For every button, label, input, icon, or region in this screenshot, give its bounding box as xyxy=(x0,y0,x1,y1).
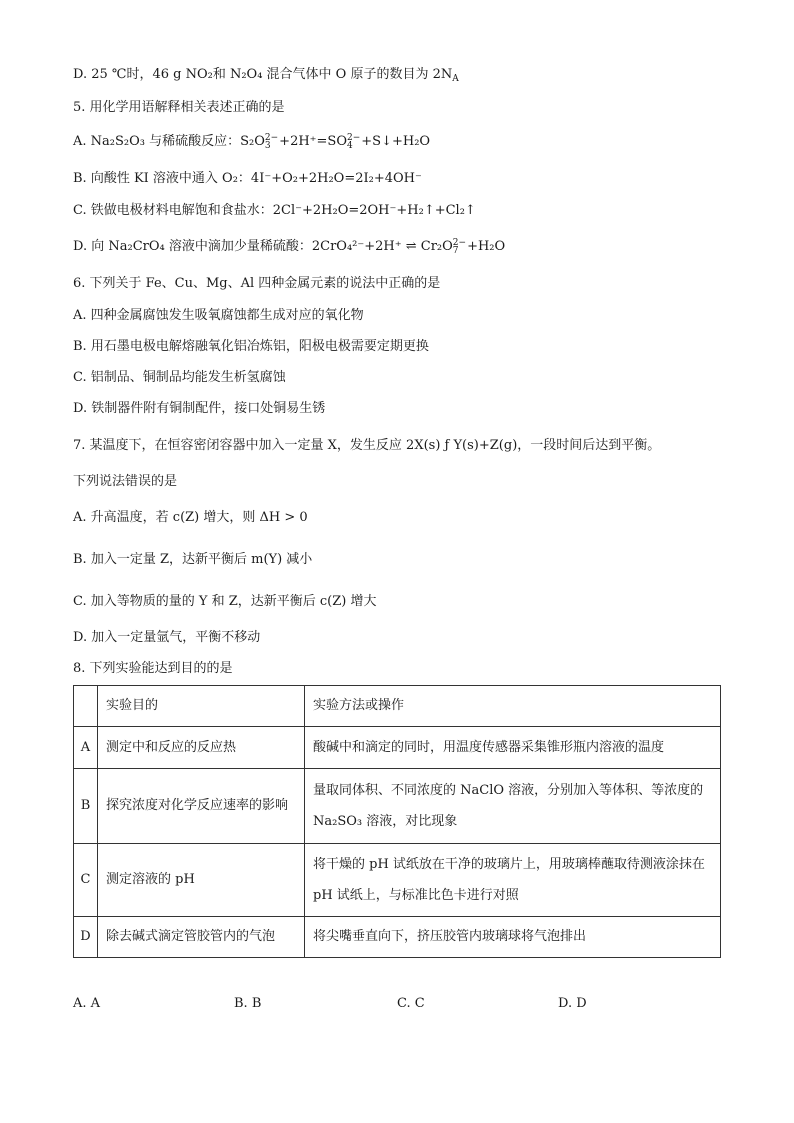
table-header-cell: 实验方法或操作 xyxy=(305,686,721,727)
formula: +S↓+H₂O xyxy=(361,134,431,149)
q6-option-d: D. 铁制器件附有铜制配件，接口处铜易生锈 xyxy=(73,401,326,416)
q6-option-a: A. 四种金属腐蚀发生吸氧腐蚀都生成对应的氧化物 xyxy=(73,308,364,323)
row-purpose: 除去碱式滴定管胶管内的气泡 xyxy=(98,917,305,958)
answer-option: C. C xyxy=(397,996,425,1011)
table-header-row xyxy=(74,686,721,727)
formula: +2H⁺=SO xyxy=(279,134,347,149)
q6-option-b: B. 用石墨电极电解熔融氧化铝冶炼铝，阳极电极需要定期更换 xyxy=(73,339,429,354)
sup-sub-stack xyxy=(453,239,466,255)
superscript: 2− xyxy=(347,132,361,143)
sup-sub-stack xyxy=(265,134,278,150)
table-row xyxy=(74,769,721,844)
table-header-cell: 实验目的 xyxy=(98,686,305,727)
question-7: 7. 某温度下，在恒容密闭容器中加入一定量 X，发生反应 2X(s) ƒ Y(s)+Z(g)，一段时间后达到平衡。 xyxy=(73,438,661,453)
table-header-cell xyxy=(74,686,98,727)
question-5: 5. 用化学用语解释相关表述正确的是 xyxy=(73,100,285,115)
row-purpose: 测定中和反应的反应热 xyxy=(98,727,305,769)
q7-option-c: C. 加入等物质的量的 Y 和 Z，达新平衡后 c(Z) 增大 xyxy=(73,594,377,609)
row-method: 将干燥的 pH 试纸放在干净的玻璃片上，用玻璃棒蘸取待测液涂抹在 pH 试纸上，与标准比色卡进行对照 xyxy=(305,844,721,917)
question-6: 6. 下列关于 Fe、Cu、Mg、Al 四种金属元素的说法中正确的是 xyxy=(73,276,441,291)
subscript: 7 xyxy=(452,245,459,256)
q7-option-a: A. 升高温度，若 c(Z) 增大，则 ΔH > 0 xyxy=(73,510,308,525)
row-key: D xyxy=(74,917,98,958)
option-d-text: D. 向 Na₂CrO₄ 溶液中滴加少量稀硫酸：2CrO₄²⁻+2H⁺ ⇌ Cr₂O xyxy=(73,239,453,254)
answer-option: B. B xyxy=(234,996,262,1011)
option-a-text: A. Na₂S₂O₃ 与稀硫酸反应： xyxy=(73,134,241,149)
q5-option-c: C. 铁做电极材料电解饱和食盐水：2Cl⁻+2H₂O=2OH⁻+H₂↑+Cl₂↑ xyxy=(73,203,476,218)
option-text: D. 25 ℃时，46 g NO₂和 N₂O₄ 混合气体中 O 原子的数目为 2N xyxy=(73,67,453,82)
q5-option-b: B. 向酸性 KI 溶液中通入 O₂：4I⁻+O₂+2H₂O=2I₂+4OH⁻ xyxy=(73,171,422,186)
question-7-cont: 下列说法错误的是 xyxy=(73,474,178,489)
table-row xyxy=(74,917,721,958)
superscript: 2− xyxy=(452,237,467,248)
q5-option-a xyxy=(73,133,430,151)
q7-option-b: B. 加入一定量 Z，达新平衡后 m(Y) 减小 xyxy=(73,552,313,567)
table-row xyxy=(74,727,721,769)
row-method: 将尖嘴垂直向下，挤压胶管内玻璃球将气泡排出 xyxy=(305,917,721,958)
subscript: 4 xyxy=(347,140,353,151)
q7-option-d: D. 加入一定量氩气，平衡不移动 xyxy=(73,630,261,645)
line-q4-d xyxy=(73,66,459,88)
sup-sub-stack xyxy=(347,134,360,150)
row-method: 量取同体积、不同浓度的 NaClO 溶液，分别加入等体积、等浓度的 Na₂SO₃ 溶液，对比现象 xyxy=(305,769,721,844)
row-purpose: 测定溶液的 pH xyxy=(98,844,305,917)
experiment-table xyxy=(73,685,721,958)
formula: S₂O xyxy=(240,134,265,149)
row-method: 酸碱中和滴定的同时，用温度传感器采集锥形瓶内溶液的温度 xyxy=(305,727,721,769)
question-8: 8. 下列实验能达到目的的是 xyxy=(73,661,233,676)
row-key: C xyxy=(74,844,98,917)
q5-option-d xyxy=(73,238,505,256)
row-key: B xyxy=(74,769,98,844)
row-key: A xyxy=(74,727,98,769)
subscript: A xyxy=(452,74,459,84)
superscript: 2− xyxy=(264,132,279,143)
subscript: 3 xyxy=(264,140,271,151)
answer-option: A. A xyxy=(73,996,101,1011)
answer-option: D. D xyxy=(558,996,587,1011)
answer-options xyxy=(73,996,633,1016)
table-row xyxy=(74,844,721,917)
q6-option-c: C. 铝制品、铜制品均能发生析氢腐蚀 xyxy=(73,370,286,385)
row-purpose: 探究浓度对化学反应速率的影响 xyxy=(98,769,305,844)
formula: +H₂O xyxy=(467,239,506,254)
